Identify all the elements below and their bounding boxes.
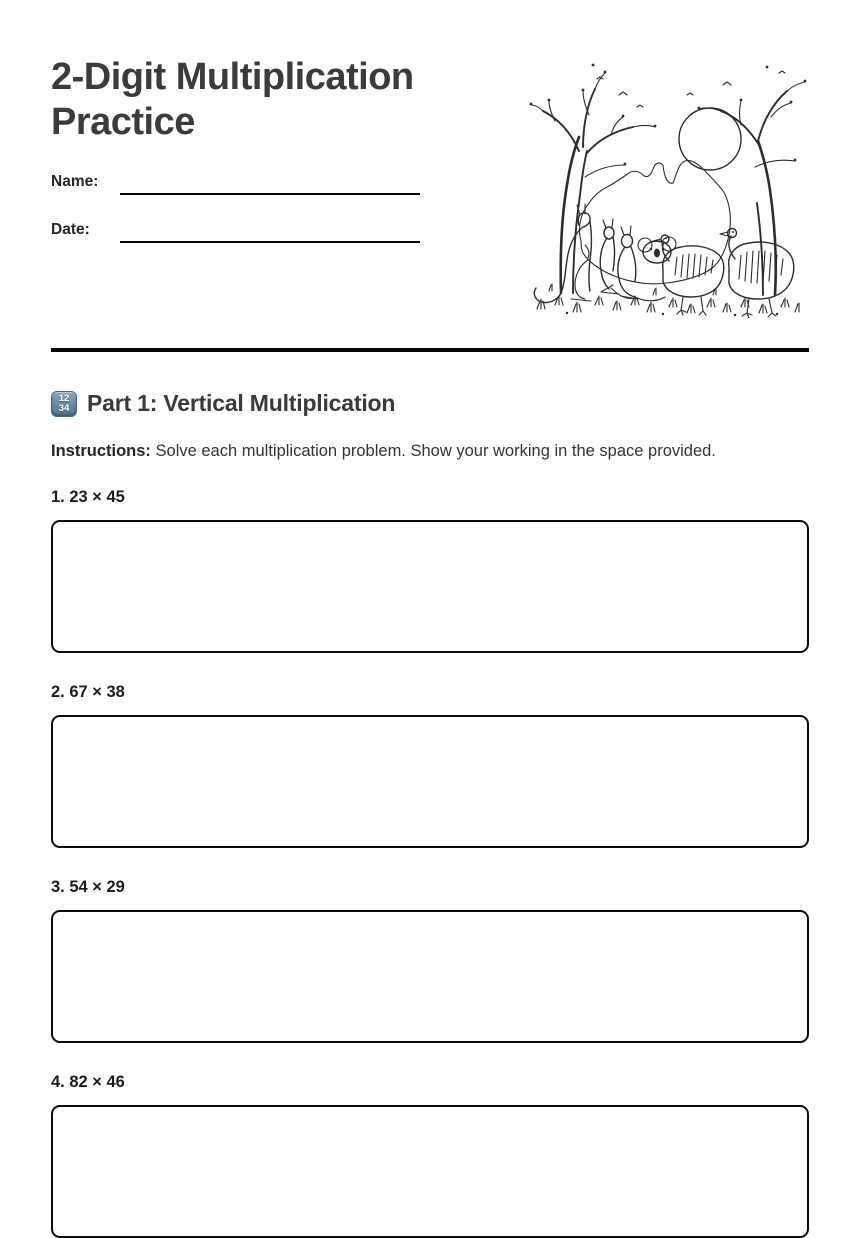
section-divider xyxy=(51,348,809,352)
australia-wildlife-illustration xyxy=(527,55,809,318)
left-tree-icon xyxy=(530,64,657,293)
instructions-label: Instructions: xyxy=(51,442,151,460)
australia-map-outline xyxy=(579,160,730,283)
birds-icon xyxy=(597,71,785,107)
instructions xyxy=(51,442,809,461)
input-numbers-icon xyxy=(51,391,77,417)
koala-icon xyxy=(638,237,676,263)
problem-1-work-box[interactable] xyxy=(51,520,809,653)
name-input-line[interactable] xyxy=(120,173,420,195)
problem-1-label: 1. 23 × 45 xyxy=(51,488,125,506)
kangaroo-medium-icon xyxy=(600,219,635,299)
emu-right-icon xyxy=(720,229,794,319)
problem-3-label: 3. 54 × 29 xyxy=(51,878,125,896)
australia-wildlife-svg xyxy=(527,55,809,318)
header-left xyxy=(51,55,521,243)
part1-title: Part 1: Vertical Multiplication xyxy=(87,390,396,416)
name-field-row xyxy=(51,173,521,195)
date-label: Date: xyxy=(51,221,90,238)
date-field-row xyxy=(51,221,521,243)
page-title: 2-Digit Multiplication Practice xyxy=(51,56,414,143)
date-input-line[interactable] xyxy=(120,221,420,243)
problem-3-work-box[interactable] xyxy=(51,910,809,1043)
problem-2-label: 2. 67 × 38 xyxy=(51,683,125,701)
instructions-text: Solve each multiplication problem. Show your working in the space provided. xyxy=(155,442,716,460)
problem-2-work-box[interactable] xyxy=(51,715,809,848)
problems-list xyxy=(51,488,809,1238)
problem-4-work-box[interactable] xyxy=(51,1105,809,1238)
name-label: Name: xyxy=(51,173,99,190)
problem-4-label: 4. 82 × 46 xyxy=(51,1073,125,1091)
numbers-icon-bottom: 34 xyxy=(58,402,70,414)
header xyxy=(51,0,809,318)
emu-left-icon xyxy=(653,235,724,315)
part1-heading-row xyxy=(51,390,809,417)
numbers-icon-top: 12 xyxy=(58,392,70,404)
